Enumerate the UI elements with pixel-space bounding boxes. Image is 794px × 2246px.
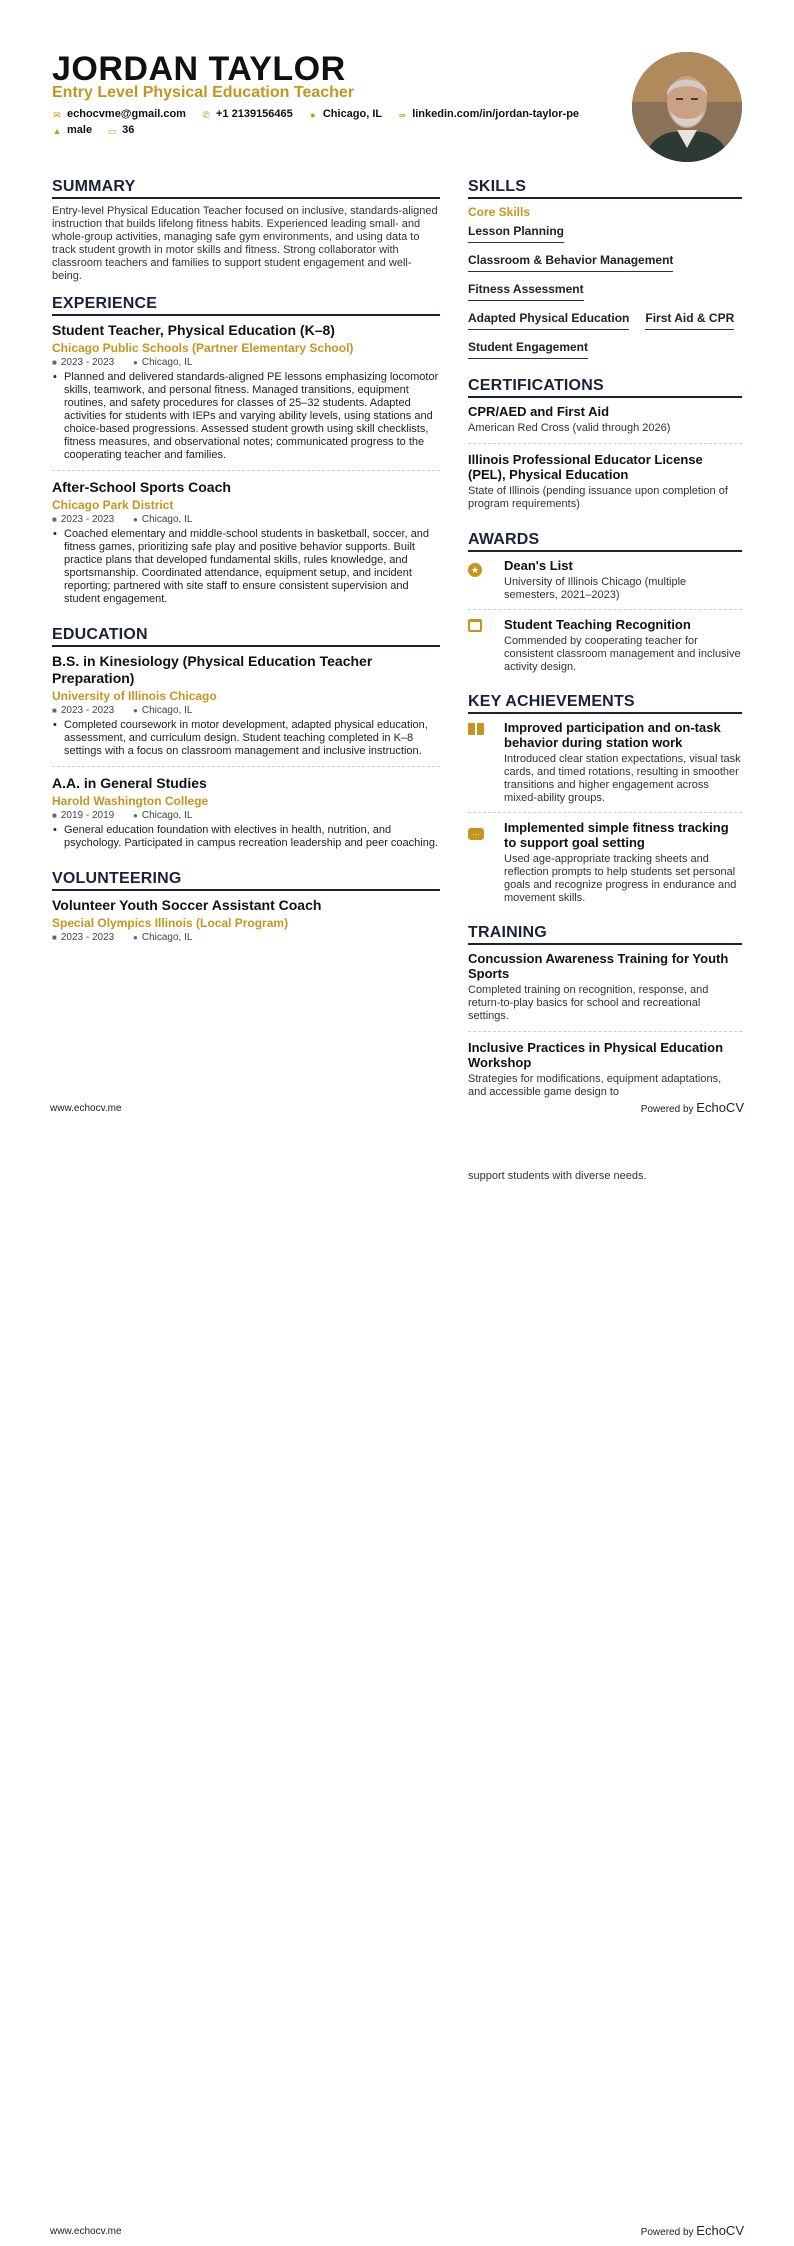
candidate-title: Entry Level Physical Education Teacher (52, 84, 355, 101)
education-section (52, 626, 440, 858)
degree-title: B.S. in Kinesiology (Physical Education Teacher Preparation) (52, 653, 373, 686)
skill-tag: Lesson Planning (468, 220, 564, 243)
location-pin-icon: ● (310, 110, 316, 120)
envelope-icon: ✉ (53, 110, 61, 120)
footer-powered-by: Powered by EchoCV (640, 2223, 744, 2238)
contact-email[interactable]: ✉ echocvme@gmail.com (53, 108, 186, 120)
calendar-icon (468, 619, 482, 632)
location-pin-icon: ● (133, 933, 138, 942)
contact-age: ▭ 36 (107, 124, 135, 136)
entry-bullet: • Planned and delivered standards-aligned PE lessons emphasizing locomotor skills, teamwork, and personal fitness. Managed transitions, equipment routines, and safety procedures for classes of 25–32 students. Adapted activities for students with IEPs and varying ability levels, using stations and choice-based progressions. Assessed student growth using skill checklists, fitness measures, and observational notes; communicated progress to the cooperating teacher and families. (52, 371, 440, 462)
training-description: Strategies for modifications, equipment adaptations, and accessible game design to (468, 1073, 722, 1098)
skills-section (468, 178, 742, 365)
chat-bubble-icon: … (468, 828, 484, 840)
job-title: After-School Sports Coach (52, 479, 231, 495)
achievement-title: Implemented simple fitness tracking to support goal setting (504, 820, 729, 850)
footer-website[interactable]: www.echocv.me (50, 1103, 122, 1114)
entry-meta: ■ 2019 - 2019 ● Chicago, IL (52, 810, 193, 821)
certification-entry (468, 404, 742, 444)
certification-title: Illinois Professional Educator License (PEL), Physical Education (468, 452, 703, 482)
calendar-icon: ■ (52, 358, 57, 367)
education-heading: EDUCATION (52, 626, 440, 647)
certification-title: CPR/AED and First Aid (468, 404, 610, 419)
contact-location: ● Chicago, IL (308, 106, 382, 122)
contact-gender: ▲ male (52, 124, 93, 136)
awards-heading: AWARDS (468, 531, 742, 552)
certifications-section (468, 377, 742, 519)
calendar-icon: ▭ (107, 126, 117, 136)
training-entry (468, 1040, 742, 1107)
achievement-entry (468, 820, 742, 912)
skill-tag: Student Engagement (468, 336, 588, 359)
volunteer-org: Special Olympics Illinois (Local Program) (52, 916, 289, 930)
award-title: Student Teaching Recognition (504, 617, 691, 632)
entry-bullet: • Completed coursework in motor development, adapted physical education, assessment, and curriculum design. Student teaching completed in K–8 settings with a focus on classroom management and inclusive instruction. (52, 719, 440, 758)
skill-tag: First Aid & CPR (645, 307, 734, 330)
achievement-entry (468, 720, 742, 813)
certification-entry (468, 452, 742, 519)
award-description: Commended by cooperating teacher for consistent classroom management and inclusive activity design. (504, 635, 741, 673)
calendar-icon: ■ (52, 933, 57, 942)
training-section (468, 924, 742, 1107)
volunteer-role: Volunteer Youth Soccer Assistant Coach (52, 897, 322, 913)
contact-linkedin[interactable]: ∞ linkedin.com/in/jordan-taylor-pe (398, 108, 580, 120)
school: Harold Washington College (52, 794, 209, 808)
entry-meta: ■ 2023 - 2023 ● Chicago, IL (52, 514, 193, 525)
training-entry (468, 951, 742, 1032)
footer-powered-by: Powered by EchoCV (640, 1100, 744, 1115)
school: University of Illinois Chicago (52, 689, 217, 703)
certification-issuer: State of Illinois (pending issuance upon completion of program requirements) (468, 485, 728, 510)
summary-heading: SUMMARY (52, 178, 440, 199)
training-title: Inclusive Practices in Physical Education Workshop (468, 1040, 724, 1070)
location-pin-icon: ● (133, 515, 138, 524)
award-title: Dean's List (504, 558, 573, 573)
calendar-icon: ■ (52, 706, 57, 715)
job-title: Student Teacher, Physical Education (K–8) (52, 322, 335, 338)
award-entry (468, 617, 742, 681)
experience-section (52, 295, 440, 614)
location-pin-icon: ● (133, 706, 138, 715)
summary-section (52, 178, 440, 283)
training-description-overflow: support students with diverse needs. (468, 1170, 647, 1182)
left-column (52, 178, 440, 966)
achievements-section (468, 693, 742, 912)
certifications-heading: CERTIFICATIONS (468, 377, 742, 398)
certification-issuer: American Red Cross (valid through 2026) (468, 422, 671, 434)
entry-meta: ■ 2023 - 2023 ● Chicago, IL (52, 705, 193, 716)
training-title: Concussion Awareness Training for Youth Sports (468, 951, 729, 981)
education-entry (52, 775, 440, 858)
volunteering-entry (52, 897, 440, 954)
skill-tag: Classroom & Behavior Management (468, 249, 673, 272)
achievement-description: Introduced clear station expectations, visual task cards, and timed rotations, resulting in smoother transitions and higher engagement across mixed-ability groups. (504, 753, 741, 804)
entry-meta: ■ 2023 - 2023 ● Chicago, IL (52, 357, 193, 368)
entry-bullet: • Coached elementary and middle-school students in basketball, soccer, and fitness games, prioritizing safe play and positive behavior supports. Built practice plans that developed fundamental skills, rules knowledge, and sportsmanship. Coordinated attendance, equipment setup, and incident reporting; partnered with site staff to ensure consistent supervision and student engagement. (52, 528, 440, 606)
experience-entry (52, 322, 440, 471)
location-pin-icon: ● (133, 811, 138, 820)
degree-title: A.A. in General Studies (52, 775, 207, 791)
medal-icon: ★ (468, 563, 482, 577)
award-entry (468, 558, 742, 610)
location-pin-icon: ● (133, 358, 138, 367)
calendar-icon: ■ (52, 811, 57, 820)
achievements-heading: KEY ACHIEVEMENTS (468, 693, 742, 714)
training-heading: TRAINING (468, 924, 742, 945)
resume-page-2 (0, 1123, 794, 2246)
skill-tag: Fitness Assessment (468, 278, 584, 301)
achievement-description: Used age-appropriate tracking sheets and reflection prompts to help students set personal goals and recognize progress in endurance and movement skills. (504, 853, 737, 904)
avatar (632, 52, 742, 162)
summary-text: Entry-level Physical Education Teacher focused on inclusive, standards-aligned instruction that builds lifelong fitness habits. Experienced leading small- and whole-group activities, managing safe gym environments, and using data to track student growth in motor skills and fitness. Strong collaborator with classroom teachers and families to support student engagement and well-being. (52, 205, 438, 282)
echocv-logo: EchoCV (696, 2223, 744, 2238)
skills-subheading: Core Skills (468, 205, 531, 219)
skills-list (468, 220, 742, 365)
employer: Chicago Public Schools (Partner Elementary School) (52, 341, 354, 355)
skills-heading: SKILLS (468, 178, 742, 199)
education-entry (52, 653, 440, 767)
skill-tag: Adapted Physical Education (468, 307, 629, 330)
person-icon: ▲ (52, 126, 62, 136)
phone-icon: ✆ (202, 110, 210, 120)
volunteering-heading: VOLUNTEERING (52, 870, 440, 891)
right-column (468, 178, 742, 1119)
contact-phone[interactable]: ✆ +1 2139156465 (202, 108, 293, 120)
book-icon (468, 723, 484, 735)
contact-list (52, 106, 612, 138)
entry-bullet: • General education foundation with electives in health, nutrition, and psychology. Participated in campus recreation leadership and peer coaching. (52, 824, 440, 850)
employer: Chicago Park District (52, 498, 174, 512)
entry-meta: ■ 2023 - 2023 ● Chicago, IL (52, 932, 193, 943)
training-description: Completed training on recognition, response, and return-to-play basics for school and recreational settings. (468, 984, 709, 1022)
experience-entry (52, 479, 440, 614)
calendar-icon: ■ (52, 515, 57, 524)
experience-heading: EXPERIENCE (52, 295, 440, 316)
echocv-logo: EchoCV (696, 1100, 744, 1115)
achievement-title: Improved participation and on-task behavior during station work (504, 720, 721, 750)
volunteering-section (52, 870, 440, 954)
award-description: University of Illinois Chicago (multiple semesters, 2021–2023) (504, 576, 687, 601)
footer-website[interactable]: www.echocv.me (50, 2226, 122, 2237)
candidate-name: JORDAN TAYLOR (52, 50, 346, 88)
awards-section (468, 531, 742, 681)
link-icon: ∞ (398, 110, 406, 120)
